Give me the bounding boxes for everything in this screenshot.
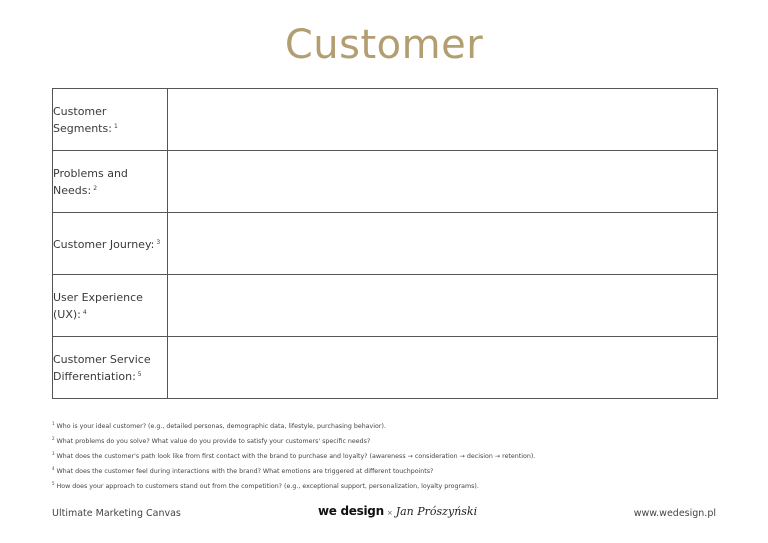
footnote-1: $^1$ Who is your ideal customer? (e.g., detailed personas, demographic data, lifestyle, purchasing behavior). <box>52 421 386 430</box>
page-title: Customer <box>284 22 484 68</box>
footnotes <box>52 418 535 493</box>
footnote-4: $^4$ What does the customer feel during interactions with the brand? What emotions are triggered at different touchpoints? <box>52 466 434 475</box>
row-value-customer-segments[interactable] <box>168 89 718 151</box>
canvas-table <box>52 88 718 399</box>
times-separator: × <box>386 509 393 517</box>
footer-canvas-name: Ultimate Marketing Canvas <box>52 508 181 519</box>
table-row <box>53 89 718 151</box>
row-value-problems-needs[interactable] <box>168 151 718 213</box>
row-value-customer-journey[interactable] <box>168 213 718 275</box>
footnote-2: $^2$ What problems do you solve? What value do you provide to satisfy your customers' specific needs? <box>52 436 371 445</box>
row-label-customer-service: Customer Service Differentiation: $^5$ <box>53 337 168 399</box>
signature-logo: Jan Prószyński <box>395 505 478 518</box>
table-row <box>53 337 718 399</box>
table-row <box>53 213 718 275</box>
footnote-3: $^3$ What does the customer's path look like from first contact with the brand to purchase and loyalty? (awareness → consideration → decision → retention). <box>52 451 536 460</box>
row-label-customer-segments: Customer Segments: $^1$ <box>53 89 168 151</box>
footer-brand-logo <box>318 504 477 518</box>
footer-website-link[interactable]: www.wedesign.pl <box>633 508 716 519</box>
row-label-problems-needs: Problems and Needs: $^2$ <box>53 151 168 213</box>
table-row <box>53 151 718 213</box>
row-label-customer-journey: Customer Journey: $^3$ <box>53 213 168 275</box>
wedesign-logo: we design <box>318 504 384 518</box>
row-value-customer-service[interactable] <box>168 337 718 399</box>
table-row <box>53 275 718 337</box>
footnote-5: $^5$ How does your approach to customers stand out from the competition? (e.g., exceptional support, personalization, loyalty programs). <box>52 481 479 490</box>
row-label-user-experience: User Experience (UX): $^4$ <box>53 275 168 337</box>
row-value-user-experience[interactable] <box>168 275 718 337</box>
